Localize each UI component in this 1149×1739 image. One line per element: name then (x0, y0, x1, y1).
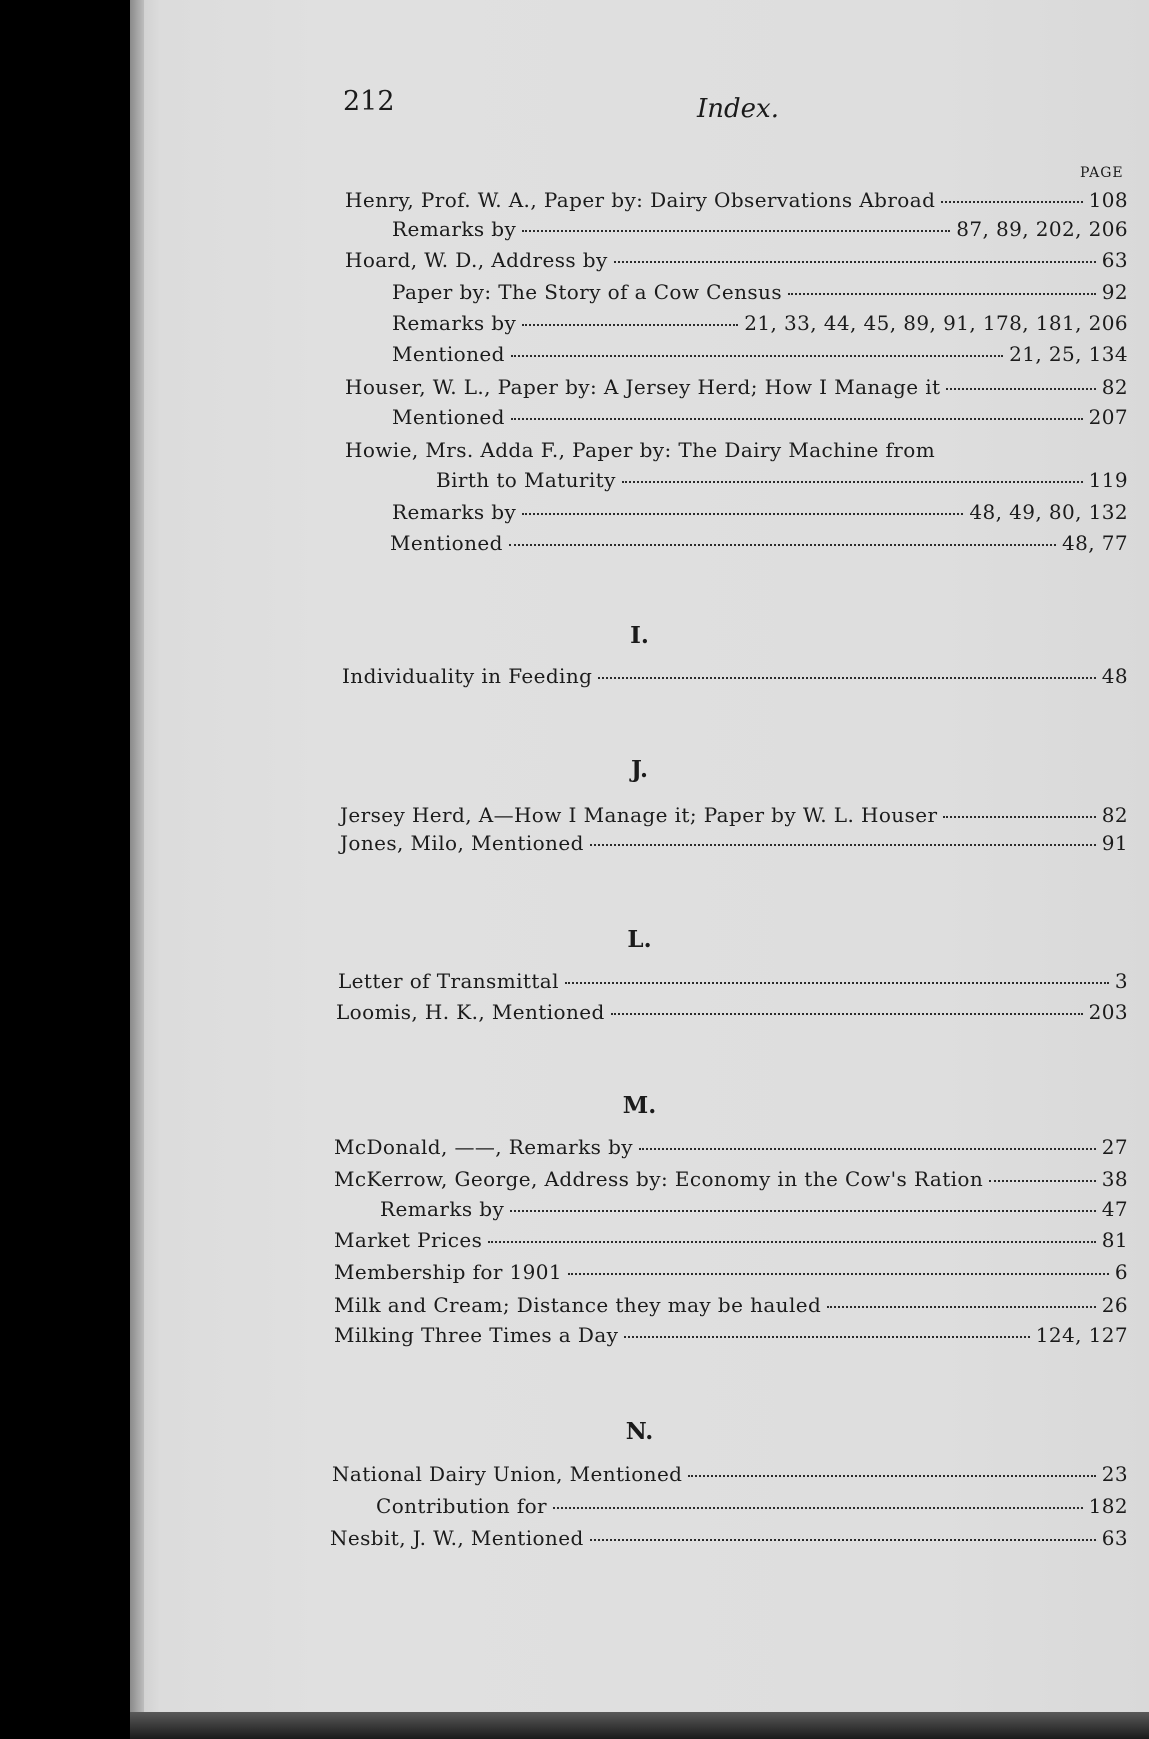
entry-label: Loomis, H. K., Mentioned (336, 1000, 605, 1024)
entry-pages: 81 (1101, 1228, 1128, 1252)
section-letter-l: L. (627, 926, 652, 953)
dot-leader (522, 513, 963, 515)
entry-pages: 27 (1101, 1135, 1128, 1159)
entry-label: National Dairy Union, Mentioned (332, 1462, 683, 1486)
entry-pages: 3 (1114, 969, 1128, 993)
entry-pages: 87, 89, 202, 206 (956, 217, 1128, 241)
entry-pages: 91 (1101, 831, 1128, 855)
entry-pages: 63 (1101, 248, 1128, 272)
entry-pages: 182 (1088, 1494, 1128, 1518)
section-letter-n: N. (625, 1418, 654, 1445)
dot-leader (568, 1273, 1109, 1275)
entry-label: Milking Three Times a Day (334, 1323, 619, 1347)
dot-leader (989, 1180, 1096, 1182)
index-entry (340, 803, 1128, 827)
index-entry (334, 1228, 1128, 1252)
dot-leader (553, 1507, 1083, 1509)
dot-leader (488, 1241, 1096, 1243)
section-letter-i: I. (630, 622, 649, 649)
entry-pages: 82 (1101, 803, 1128, 827)
index-entry (376, 1494, 1128, 1518)
index-entry (332, 1462, 1128, 1486)
dot-leader (941, 201, 1082, 203)
dot-leader (622, 481, 1083, 483)
index-entry (345, 248, 1128, 272)
entry-pages: 47 (1101, 1197, 1128, 1221)
entry-label: Henry, Prof. W. A., Paper by: Dairy Observations Abroad (345, 188, 936, 212)
index-entry (392, 405, 1128, 429)
index-entry (334, 1135, 1128, 1159)
entry-pages: 48 (1101, 664, 1128, 688)
dot-leader (522, 324, 738, 326)
index-entry (392, 311, 1128, 335)
dot-leader (565, 982, 1109, 984)
entry-label: Birth to Maturity (436, 468, 616, 492)
entry-label: Jones, Milo, Mentioned (340, 831, 584, 855)
dot-leader (509, 544, 1056, 546)
entry-pages: 21, 33, 44, 45, 89, 91, 178, 181, 206 (744, 311, 1128, 335)
entry-pages: 38 (1101, 1167, 1128, 1191)
entry-label: McDonald, ——, Remarks by (334, 1135, 633, 1159)
dot-leader (590, 844, 1096, 846)
entry-pages: 207 (1088, 405, 1128, 429)
entry-label: Market Prices (334, 1228, 483, 1252)
entry-label: Paper by: The Story of a Cow Census (392, 280, 782, 304)
index-entry (345, 375, 1128, 399)
entry-pages: 108 (1088, 188, 1128, 212)
entry-label: Hoard, W. D., Address by (345, 248, 608, 272)
dot-leader (510, 1210, 1096, 1212)
entry-pages: 48, 49, 80, 132 (969, 500, 1128, 524)
entry-label: Individuality in Feeding (342, 664, 593, 688)
index-entry (334, 1167, 1128, 1191)
dot-leader (590, 1539, 1096, 1541)
index-entry (392, 280, 1128, 304)
index-entry (334, 1260, 1128, 1284)
entry-label: Contribution for (376, 1494, 548, 1518)
entry-pages: 124, 127 (1035, 1323, 1128, 1347)
entry-pages: 63 (1101, 1526, 1128, 1550)
index-entry (390, 531, 1128, 555)
dot-leader (624, 1336, 1029, 1338)
index-entry (392, 342, 1128, 366)
entry-label: Remarks by (392, 311, 517, 335)
entry-label: Mentioned (392, 342, 505, 366)
entry-label: McKerrow, George, Address by: Economy in the Cow's Ration (334, 1167, 984, 1191)
entry-label: Remarks by (380, 1197, 505, 1221)
index-entry (436, 468, 1128, 492)
entry-pages: 23 (1101, 1462, 1128, 1486)
dot-leader (522, 230, 950, 232)
dot-leader (946, 388, 1095, 390)
index-entry (330, 1526, 1128, 1550)
index-entry (338, 969, 1128, 993)
index-entry (345, 438, 1128, 462)
dot-leader (511, 418, 1083, 420)
entry-pages: 6 (1114, 1260, 1128, 1284)
entry-label: Mentioned (392, 405, 505, 429)
page-number: 212 (343, 86, 395, 117)
dot-leader (639, 1148, 1096, 1150)
dot-leader (511, 355, 1003, 357)
index-entry (336, 1000, 1128, 1024)
dot-leader (827, 1306, 1096, 1308)
entry-pages: 82 (1101, 375, 1128, 399)
entry-label: Remarks by (392, 217, 517, 241)
entry-label: Jersey Herd, A—How I Manage it; Paper by W. L. Houser (340, 803, 938, 827)
dot-leader (688, 1475, 1095, 1477)
entry-label: Houser, W. L., Paper by: A Jersey Herd; How I Manage it (345, 375, 941, 399)
running-head: Index. (697, 94, 779, 124)
index-entry (334, 1293, 1128, 1317)
dot-leader (943, 816, 1095, 818)
entry-pages: 48, 77 (1061, 531, 1128, 555)
dot-leader (614, 261, 1096, 263)
section-letter-m: M. (622, 1092, 657, 1119)
entry-pages: 21, 25, 134 (1009, 342, 1128, 366)
entry-label: Milk and Cream; Distance they may be hauled (334, 1293, 822, 1317)
entry-label: Letter of Transmittal (338, 969, 559, 993)
entry-pages: 26 (1101, 1293, 1128, 1317)
entry-label: Membership for 1901 (334, 1260, 563, 1284)
entry-pages: 92 (1101, 280, 1128, 304)
index-entry (380, 1197, 1128, 1221)
index-entry (345, 188, 1128, 212)
entry-label: Mentioned (390, 531, 503, 555)
index-entry (392, 500, 1128, 524)
dot-leader (611, 1013, 1083, 1015)
entry-label: Nesbit, J. W., Mentioned (330, 1526, 584, 1550)
page-column-heading: PAGE (1080, 165, 1124, 181)
entry-pages: 203 (1088, 1000, 1128, 1024)
dot-leader (598, 677, 1095, 679)
index-entry (340, 831, 1128, 855)
entry-pages: 119 (1088, 468, 1128, 492)
index-entry (392, 217, 1128, 241)
section-letter-j: J. (630, 756, 649, 783)
index-entry (342, 664, 1128, 688)
entry-label: Howie, Mrs. Adda F., Paper by: The Dairy Machine from (345, 438, 936, 462)
entry-label: Remarks by (392, 500, 517, 524)
index-entry (334, 1323, 1128, 1347)
dot-leader (788, 293, 1096, 295)
